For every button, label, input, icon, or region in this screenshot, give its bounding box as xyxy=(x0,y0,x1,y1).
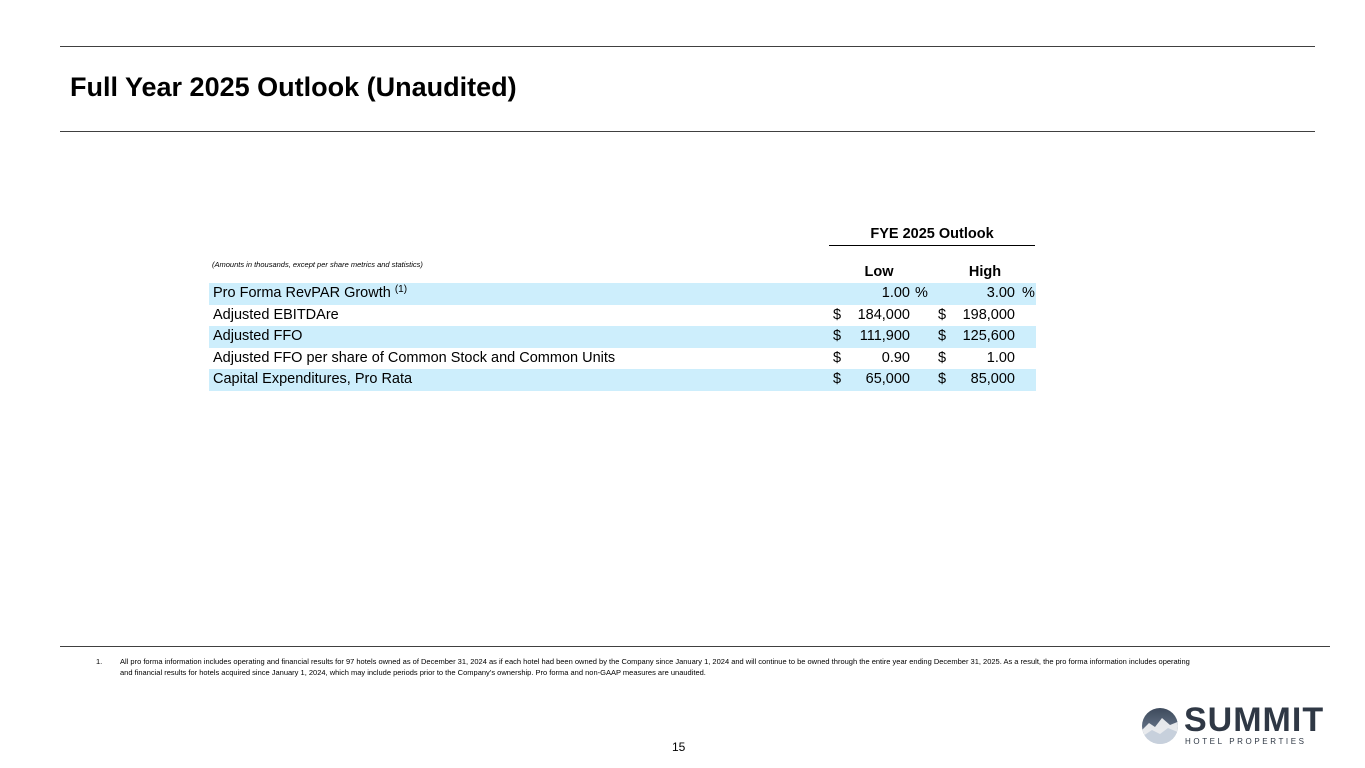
mountain-icon xyxy=(1140,706,1180,746)
amounts-note: (Amounts in thousands, except per share metrics and statistics) xyxy=(212,260,423,269)
high-value: 1.00 xyxy=(986,349,1015,366)
row-label: Capital Expenditures, Pro Rata xyxy=(213,371,413,388)
outlook-group-header: FYE 2025 Outlook xyxy=(829,226,1035,246)
low-currency: $ xyxy=(833,371,842,388)
footnote-text: All pro forma information includes operating and financial results for 97 hotels owned as of December 31, 2024 as if each hotel had been owned by the Company since January 1, 2024 and will continue to be owned through the entire year ending December 31, 2025. As a result, the pro forma information includes operating and financial results for hotels acquired since January 1, 2024, which may include periods prior to the Company’s ownership. Pro forma and non-GAAP measures are unaudited. xyxy=(120,657,1190,677)
table-row xyxy=(209,283,1036,305)
title-underline-rule xyxy=(60,131,1315,132)
low-value: 111,900 xyxy=(859,328,910,345)
company-logo xyxy=(1140,701,1325,749)
table-row xyxy=(209,348,1036,370)
high-currency: $ xyxy=(938,349,947,366)
column-header-low: Low xyxy=(864,264,894,280)
high-value: 3.00 xyxy=(986,285,1015,301)
row-label: Adjusted FFO per share of Common Stock and Common Units xyxy=(213,349,616,366)
high-currency: $ xyxy=(938,371,947,388)
row-label: Adjusted EBITDAre xyxy=(213,306,339,323)
page-number: 15 xyxy=(672,740,686,754)
low-value: 0.90 xyxy=(881,349,910,366)
logo-wordmark: SUMMIT xyxy=(1184,701,1325,739)
high-value: 198,000 xyxy=(962,306,1015,323)
low-currency: $ xyxy=(833,349,842,366)
low-unit: % xyxy=(915,285,928,301)
high-unit: % xyxy=(1022,285,1035,301)
high-value: 125,600 xyxy=(962,328,1015,345)
table-row xyxy=(209,326,1036,348)
low-value: 184,000 xyxy=(857,306,910,323)
page-title: Full Year 2025 Outlook (Unaudited) xyxy=(70,72,517,102)
table-row xyxy=(209,305,1036,327)
row-label: Pro Forma RevPAR Growth $^{(1)}$ xyxy=(213,284,408,301)
low-value: 1.00 xyxy=(881,285,910,301)
high-currency: $ xyxy=(938,306,947,323)
footnote-rule xyxy=(60,646,1330,647)
high-value: 85,000 xyxy=(970,371,1015,388)
column-header-high: High xyxy=(968,264,1002,280)
footnote-ref: (1) xyxy=(394,284,408,295)
high-currency: $ xyxy=(938,328,947,345)
top-rule xyxy=(60,46,1315,47)
footnote-number: 1. xyxy=(96,657,103,666)
low-value: 65,000 xyxy=(865,371,910,388)
table-row xyxy=(209,369,1036,391)
outlook-table xyxy=(209,283,1036,391)
logo-tagline: HOTEL PROPERTIES xyxy=(1185,737,1307,746)
row-label: Adjusted FFO xyxy=(213,328,303,345)
low-currency: $ xyxy=(833,306,842,323)
low-currency: $ xyxy=(833,328,842,345)
